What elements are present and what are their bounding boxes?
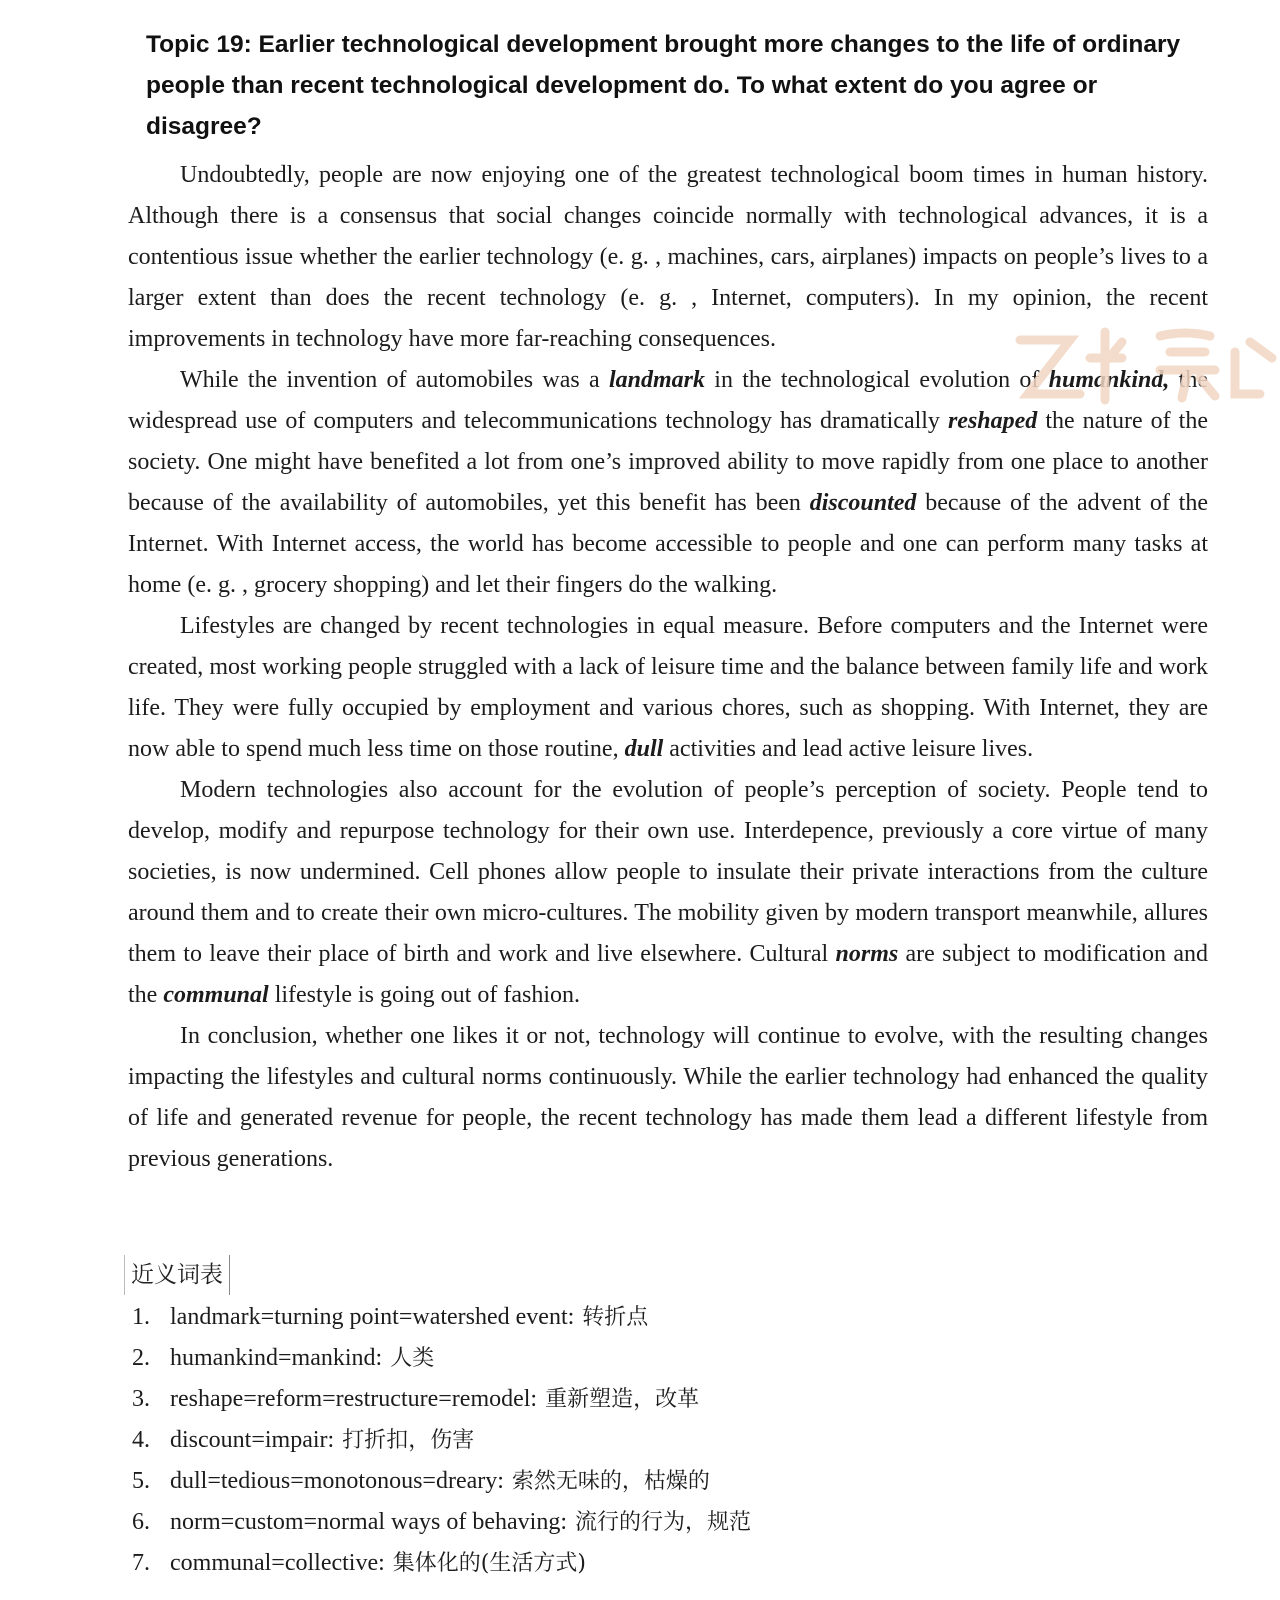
keyword-humankind: humankind, bbox=[1048, 367, 1170, 393]
essay-body bbox=[128, 155, 1208, 1180]
essay-paragraph-4: Modern technologies also account for the evolution of people’s perception of society. People tend to develop, modify and repurpose technology for their own use. Interdepence, previously a core virtue of many societies, is now undermined. Cell phones allow people to insulate their private interactions from the culture around them and to create their own micro-cultures. The mobility given by modern transport meanwhile, allures them to leave their place of birth and work and live elsewhere. Cultural norms are subject to modification and the communal lifestyle is going out of fashion. bbox=[128, 777, 1209, 1008]
vocab-item: 7. communal=collective: 集体化的(生活方式) bbox=[132, 1550, 586, 1576]
keyword-reshaped: reshaped bbox=[947, 408, 1038, 434]
vocab-item: 1. landmark=turning point=watershed event: 转折点 bbox=[132, 1304, 649, 1330]
topic-heading: Topic 19: Earlier technological development brought more changes to the life of ordinary people than recent technological development do. To what extent do you agree or disagree? bbox=[146, 31, 1181, 140]
vocab-item: 2. humankind=mankind: 人类 bbox=[132, 1345, 435, 1371]
vocab-item: 4. discount=impair: 打折扣，伤害 bbox=[132, 1427, 475, 1453]
essay-paragraph-5: In conclusion, whether one likes it or not, technology will continue to evolve, with the resulting changes impacting the lifestyles and cultural norms continuously. While the earlier technology had enhanced the quality of life and generated revenue for people, the recent technology has made them lead a different lifestyle from previous generations. bbox=[128, 1023, 1208, 1172]
vocab-item: 5. dull=tedious=monotonous=dreary: 索然无味的，枯燥的 bbox=[132, 1468, 710, 1494]
essay-paragraph-1: Undoubtedly, people are now enjoying one of the greatest technological boom times in human history. Although there is a consensus that social changes coincide normally with technological advances, it is a contentious issue whether the earlier technology (e. g. , machines, cars, airplanes) impacts on people’s lives to a larger extent than does the recent technology (e. g. , Internet, computers). In my opinion, the recent improvements in technology have more far-reaching consequences. bbox=[128, 162, 1208, 352]
keyword-discounted: discounted bbox=[809, 490, 917, 516]
vocab-item: 3. reshape=reform=restructure=remodel: 重新塑造，改革 bbox=[132, 1386, 700, 1412]
vocab-heading: 近义词表 bbox=[124, 1255, 230, 1295]
vocab-list bbox=[132, 1297, 1192, 1584]
essay-paragraph-2: While the invention of automobiles was a landmark in the technological evolution of humankind, the widespread use of computers and telecommunications technology has dramatically reshaped the nature of the society. One might have benefited a lot from one’s improved ability to move rapidly from one place to another because of the availability of automobiles, yet this benefit has been discounted because of the advent of the Internet. With Internet access, the world has become accessible to people and one can perform many tasks at home (e. g. , grocery shopping) and let their fingers do the walking. bbox=[128, 367, 1209, 598]
keyword-communal: communal bbox=[163, 982, 269, 1008]
keyword-norms: norms bbox=[835, 941, 899, 967]
keyword-dull: dull bbox=[624, 736, 664, 762]
vocab-item: 6. norm=custom=normal ways of behaving: 流行的行为，规范 bbox=[132, 1509, 752, 1535]
essay-paragraph-3: Lifestyles are changed by recent technologies in equal measure. Before computers and the Internet were created, most working people struggled with a lack of leisure time and the balance between family life and work life. They were fully occupied by employment and various chores, such as shopping. With Internet, they are now able to spend much less time on those routine, dull activities and lead active leisure lives. bbox=[128, 613, 1208, 762]
keyword-landmark: landmark bbox=[608, 367, 705, 393]
